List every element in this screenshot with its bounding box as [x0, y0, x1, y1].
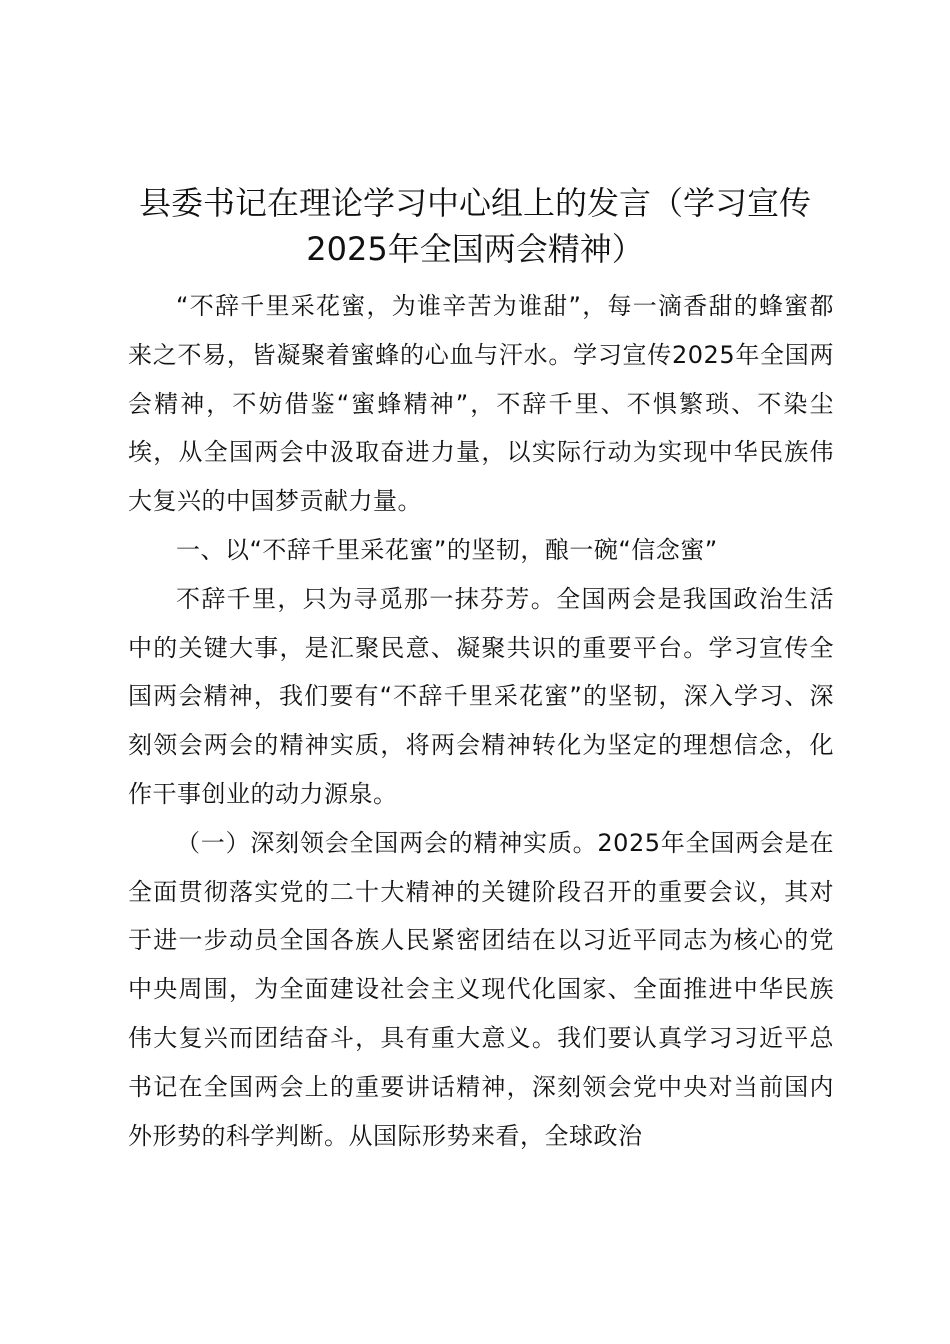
intro-paragraph: “不辞千里采花蜜，为谁辛苦为谁甜”，每一滴香甜的蜂蜜都来之不易，皆凝聚着蜜蜂的心血与汗水。学习宣传2025年全国两会精神，不妨借鉴“蜜蜂精神”，不辞千里、不惧繁琐、不染尘埃，从全国两会中汲取奋进力量，以实际行动为实现中华民族伟大复兴的中国梦贡献力量。	[128, 292, 834, 516]
section-1-paragraph: 不辞千里，只为寻觅那一抹芬芳。全国两会是我国政治生活中的关键大事，是汇聚民意、凝聚共识的重要平台。学习宣传全国两会精神，我们要有“不辞千里采花蜜”的坚韧，深入学习、深刻领会两会的精神实质，将两会精神转化为坚定的理想信念，化作干事创业的动力源泉。	[128, 584, 834, 808]
subsection-1-paragraph: （一）深刻领会全国两会的精神实质。2025年全国两会是在全面贯彻落实党的二十大精神的关键阶段召开的重要会议，其对于进一步动员全国各族人民紧密团结在以习近平同志为核心的党中央周围，为全面建设社会主义现代化国家、全面推进中华民族伟大复兴而团结奋斗，具有重大意义。我们要认真学习习近平总书记在全国两会上的重要讲话精神，深刻领会党中央对当前国内外形势的科学判断。从国际形势来看，全球政治	[128, 828, 834, 1150]
document-body	[128, 282, 834, 1160]
section-heading-1: 一、以“不辞千里采花蜜”的坚韧，酿一碗“信念蜜”	[176, 535, 718, 564]
document-title: 县委书记在理论学习中心组上的发言（学习宣传2025年全国两会精神）	[138, 184, 811, 268]
